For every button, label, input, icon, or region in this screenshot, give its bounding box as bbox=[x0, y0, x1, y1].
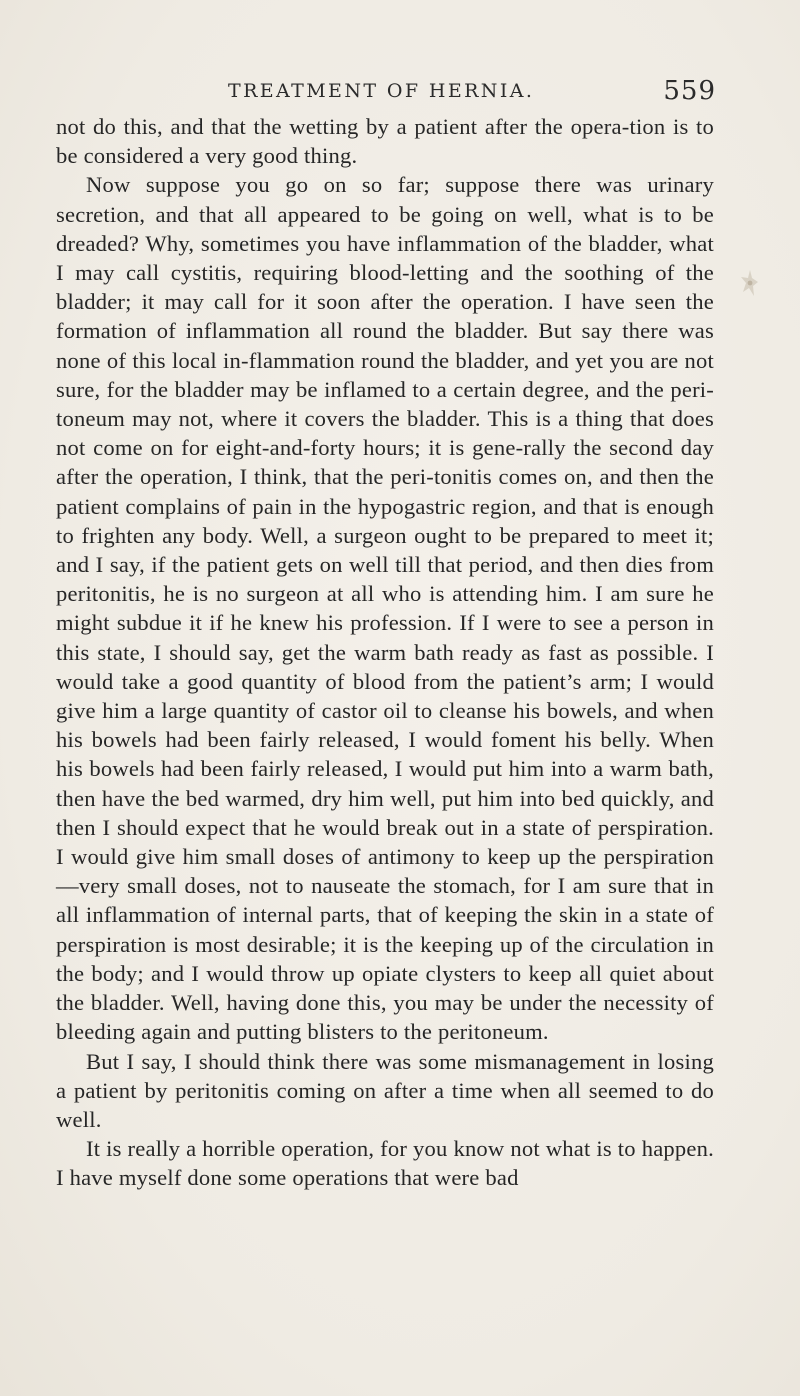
page-number: 559 bbox=[663, 76, 716, 106]
paragraph: Now suppose you go on so far; suppose there was urinary secretion, and that all appeared to be going on well, what is to be dreaded? Why, sometimes you have inflammation of the bladder, what I may call cystitis, requiring blood-letting and the soothing of the bladder; it may call for it soon after the operation. I have seen the formation of inflammation all round the bladder. But say there was none of this local in-flammation round the bladder, and yet you are not sure, for the bladder may be inflamed to a certain degree, and the peri-toneum may not, where it covers the bladder. This is a thing that does not come on for eight-and-forty hours; it is gene-rally the second day after the operation, I think, that the peri-tonitis comes on, and then the patient complains of pain in the hypogastric region, and that is enough to frighten any body. Well, a surgeon ought to be prepared to meet it; and I say, if the patient gets on well till that period, and then dies from peritonitis, he is no surgeon at all who is attending him. I am sure he might subdue it if he knew his profession. If I were to see a person in this state, I should say, get the warm bath ready as fast as possible. I would take a good quantity of blood from the patient’s arm; I would give him a large quantity of castor oil to cleanse his bowels, and when his bowels had been fairly released, I would foment his belly. When his bowels had been fairly released, I would put him into a warm bath, then have the bed warmed, dry him well, put him into bed quickly, and then I should expect that he would break out in a state of perspiration. I would give him small doses of antimony to keep up the perspiration—very small doses, not to nauseate the stomach, for I am sure that in all inflammation of internal parts, that of keeping the skin in a state of perspiration is most desirable; it is the keeping up of the circulation in the body; and I would throw up opiate clysters to keep all quiet about the bladder. Well, having done this, you may be under the necessity of bleeding again and putting blisters to the peritoneum. bbox=[56, 172, 714, 1045]
paper-blemish bbox=[738, 268, 762, 302]
body-text bbox=[56, 112, 714, 1193]
running-header bbox=[228, 76, 716, 110]
running-title: TREATMENT OF HERNIA. bbox=[228, 80, 535, 102]
paragraph: It is really a horrible operation, for you know not what is to happen. I have myself done some operations that were bad bbox=[56, 1136, 714, 1191]
paragraph: But I say, I should think there was some mismanagement in losing a patient by peritonitis coming on after a time when all seemed to do well. bbox=[56, 1048, 714, 1132]
paragraph: not do this, and that the wetting by a patient after the opera-tion is to be considered a very good thing. bbox=[56, 114, 714, 169]
